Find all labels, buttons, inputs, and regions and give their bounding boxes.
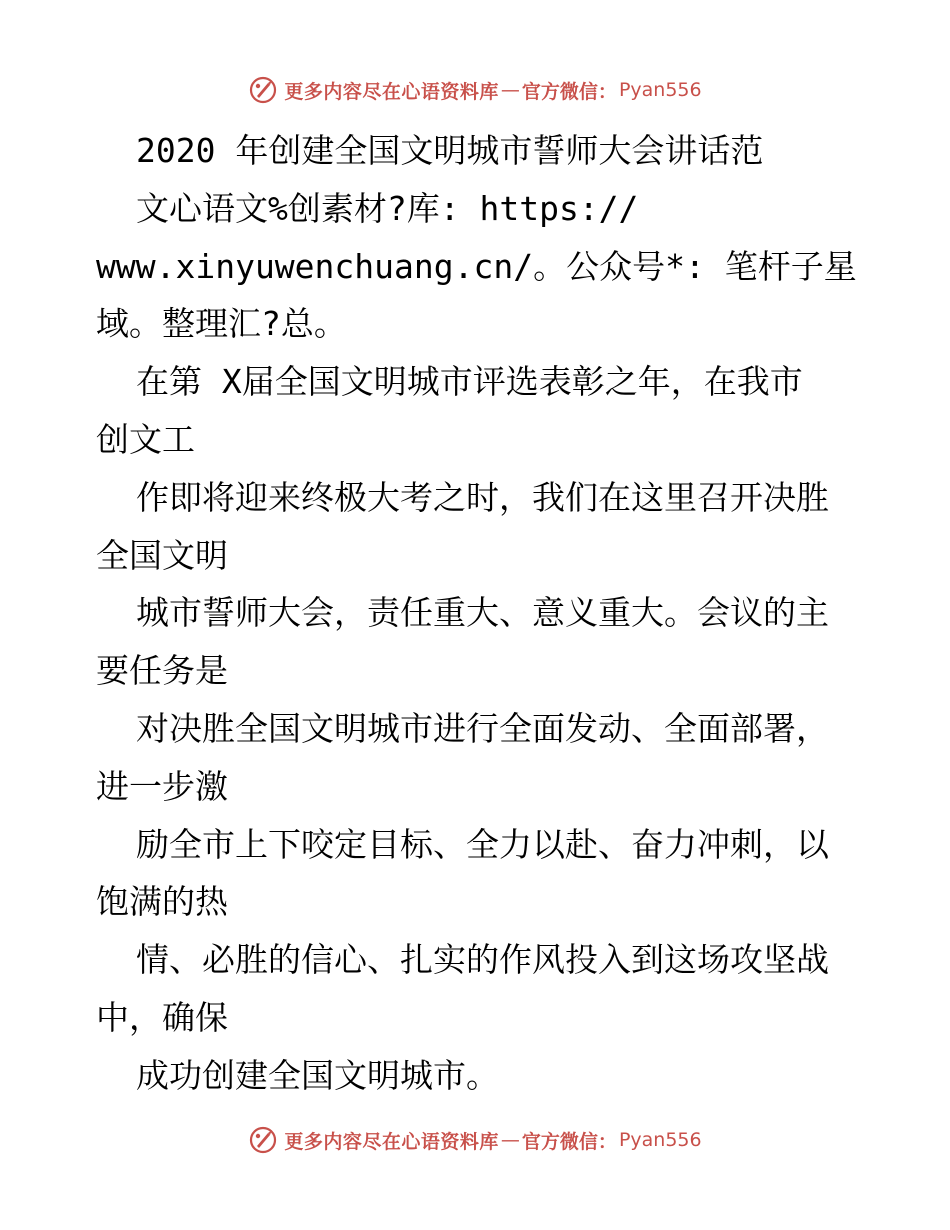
text-line: 进一步激 (96, 766, 228, 806)
quill-seal-icon (248, 1125, 278, 1155)
footer-watermark (0, 1120, 950, 1160)
text-line: 域。整理汇?总。 (96, 304, 347, 344)
text-line: 励全市上下咬定目标、全力以赴、奋力冲刺，以 (136, 824, 829, 864)
text-line: 文心语文%创素材?库: https:// (136, 188, 639, 228)
watermark-text-main: 更多内容尽在心语资料库 (284, 80, 499, 103)
text-line: 要任务是 (96, 651, 228, 691)
text-line: 在第 X届全国文明城市评选表彰之年，在我市 (136, 362, 803, 402)
document-title-line: 2020 年创建全国文明城市誓师大会讲话范 (136, 131, 764, 170)
header-watermark (0, 70, 950, 110)
watermark-dash: — (500, 1129, 520, 1151)
watermark-text-wechat: 官方微信： (521, 1130, 617, 1153)
text-line: 情、必胜的信心、扎实的作风投入到这场攻坚战 (136, 940, 829, 980)
text-line: 创文工 (96, 419, 195, 459)
watermark-text-main: 更多内容尽在心语资料库 (284, 1130, 499, 1153)
text-line: 饱满的热 (96, 882, 228, 922)
text-line: 中，确保 (96, 997, 228, 1037)
quill-seal-icon (248, 75, 278, 105)
text-line: 城市誓师大会，责任重大、意义重大。会议的主 (136, 593, 829, 633)
watermark-dash: — (500, 79, 520, 101)
text-line: 作即将迎来终极大考之时，我们在这里召开决胜 (136, 477, 829, 517)
text-line: 全国文明 (96, 535, 228, 575)
watermark-wechat-id: Pyan556 (618, 1129, 702, 1151)
text-line: 成功创建全国文明城市。 (136, 1055, 499, 1095)
text-line: www.xinyuwenchuang.cn/。公众号*: 笔杆子星 (96, 246, 857, 286)
document-body (96, 122, 876, 1105)
text-line: 对决胜全国文明城市进行全面发动、全面部署， (136, 708, 829, 748)
watermark-wechat-id: Pyan556 (618, 79, 702, 101)
watermark-text-wechat: 官方微信： (521, 80, 617, 103)
